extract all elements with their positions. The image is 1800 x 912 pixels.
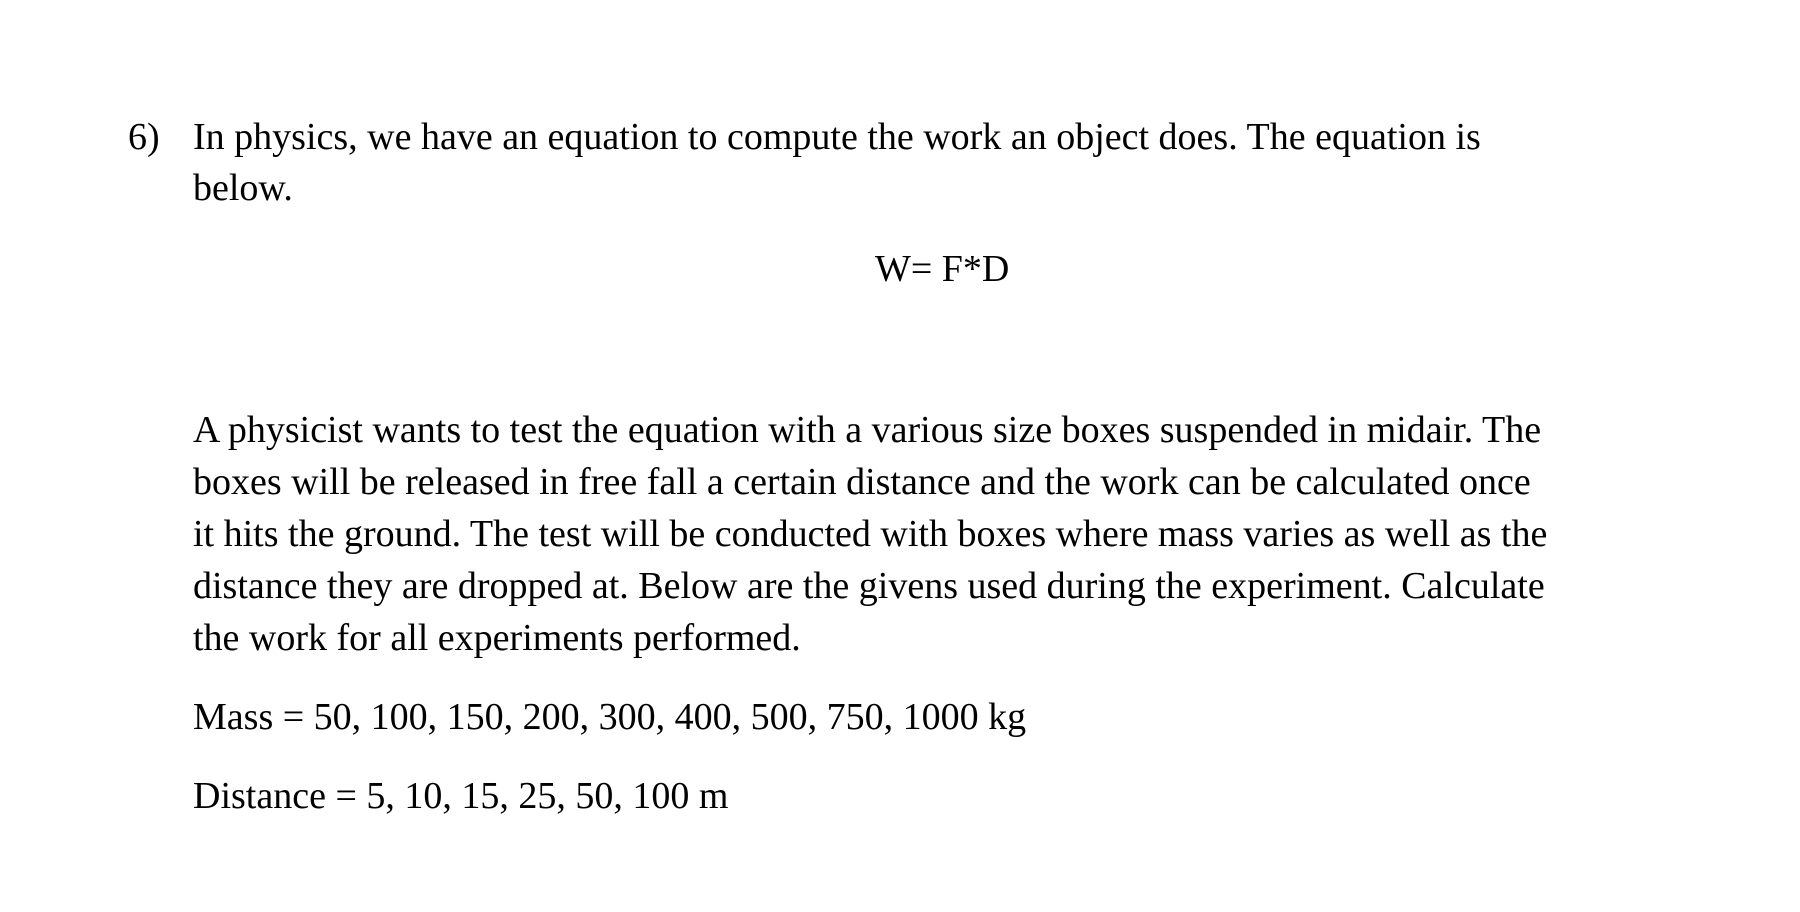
body-line-1: A physicist wants to test the equation with a various size boxes suspended in midair. The: [193, 409, 1542, 451]
body-line-2: boxes will be released in free fall a certain distance and the work can be calculated once: [193, 461, 1531, 503]
work-equation: W= F*D: [875, 248, 1010, 290]
body-line-4: distance they are dropped at. Below are the givens used during the experiment. Calculate: [193, 565, 1545, 607]
intro-line-2: below.: [193, 167, 293, 209]
question-number: 6): [128, 116, 160, 158]
body-line-5: the work for all experiments performed.: [193, 617, 801, 659]
body-line-3: it hits the ground. The test will be conducted with boxes where mass varies as well as the: [193, 513, 1548, 555]
question-body: [193, 404, 1693, 664]
intro-line-1: In physics, we have an equation to compute the work an object does. The equation is: [193, 116, 1481, 158]
distance-givens: Distance = 5, 10, 15, 25, 50, 100 m: [193, 775, 729, 817]
question-intro: [193, 112, 1693, 214]
mass-givens: Mass = 50, 100, 150, 200, 300, 400, 500, 750, 1000 kg: [193, 696, 1027, 738]
